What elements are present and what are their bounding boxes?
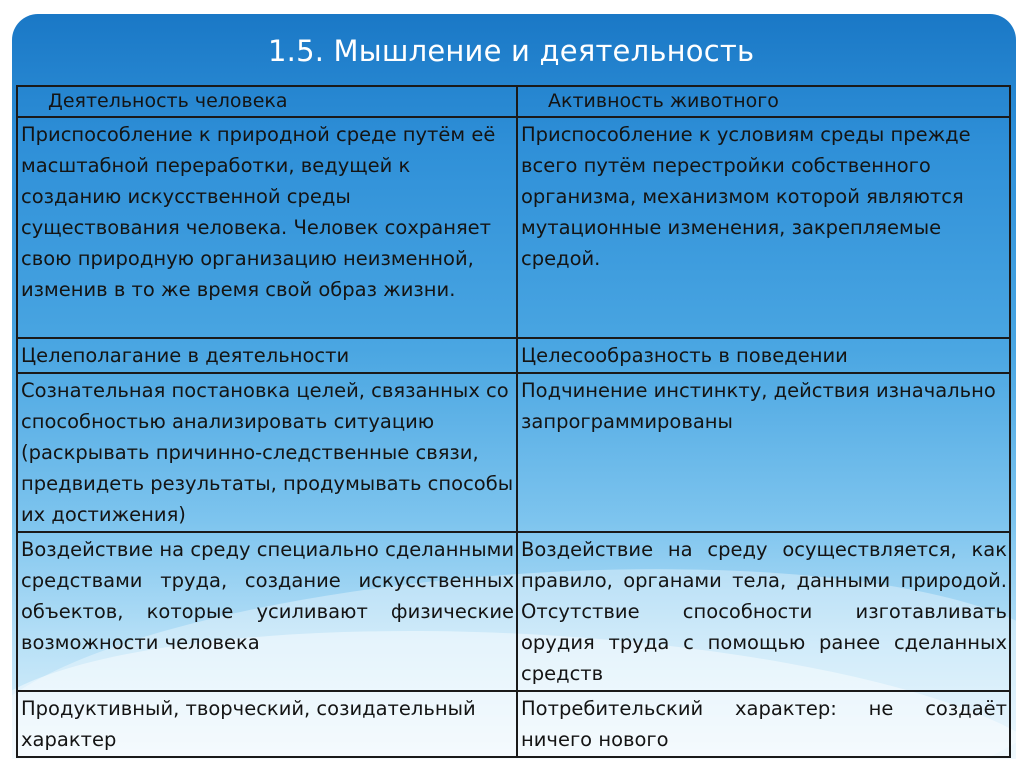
table-row <box>17 532 1010 691</box>
table-header-row <box>17 86 1010 117</box>
table-row <box>17 117 1010 338</box>
cell-animal: Целесообразность в поведении <box>517 338 1010 373</box>
cell-human: Продуктивный, творческий, созидательный характер <box>17 691 517 757</box>
comparison-table <box>16 85 1011 758</box>
cell-human: Воздействие на среду специально сделанными средствами труда, создание искусственных объектов, которые усиливают физические возможности человека <box>17 532 517 691</box>
cell-human: Целеполагание в деятельности <box>17 338 517 373</box>
cell-human: Сознательная постановка целей, связанных со способностью анализировать ситуацию (раскрывать причинно-следственные связи, предвидеть результаты, продумывать способы их достижения) <box>17 373 517 532</box>
slide-title: 1.5. Мышление и деятельность <box>268 34 755 68</box>
cell-human: Приспособление к природной среде путём её масштабной переработки, ведущей к созданию искусственной среды существования человека. Человек сохраняет свою природную организацию неизменной, изменив в то же время свой образ жизни. <box>17 117 517 338</box>
table-row <box>17 691 1010 757</box>
header-animal-activity: Активность животного <box>517 86 1010 117</box>
table-row <box>17 373 1010 532</box>
cell-animal: Приспособление к условиям среды прежде всего путём перестройки собственного организма, механизмом которой являются мутационные изменения, закрепляемые средой. <box>517 117 1010 338</box>
cell-animal: Потребительский характер: не создаёт ничего нового <box>517 691 1010 757</box>
header-human-activity: Деятельность человека <box>17 86 517 117</box>
table-row <box>17 338 1010 373</box>
cell-animal: Воздействие на среду осуществляется, как правило, органами тела, данными природой. Отсутствие способности изготавливать орудия труда с помощью ранее сделанных средств <box>517 532 1010 691</box>
cell-animal: Подчинение инстинкту, действия изначально запрограммированы <box>517 373 1010 532</box>
